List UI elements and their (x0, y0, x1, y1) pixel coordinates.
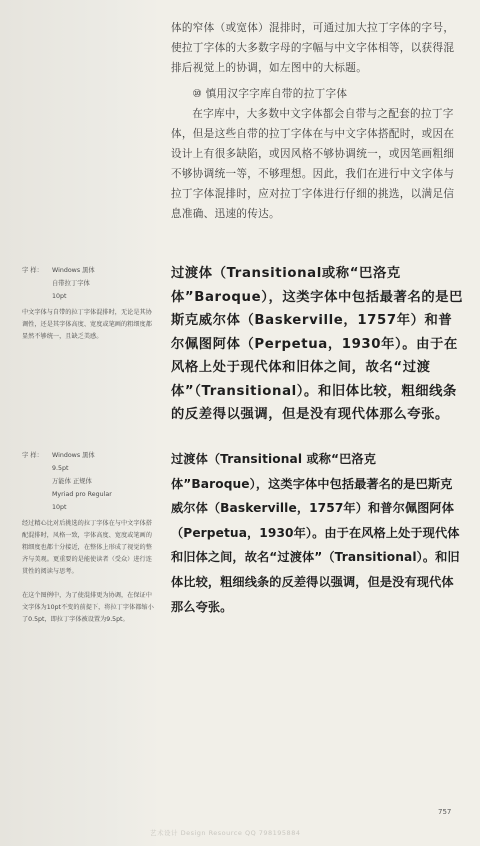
sidebar-caption-1 (22, 264, 154, 343)
watermark: 艺术设计 Design Resource QQ 798195884 (150, 829, 301, 837)
spec-line: Windows 黑体 (52, 452, 95, 459)
spec-line: 10pt (52, 293, 67, 300)
section-subheading: ⑩ 慎用汉字字库自带的拉丁字体 (192, 88, 348, 100)
spec-label: 字 样： (22, 267, 43, 274)
sidebar-caption-2 (22, 449, 154, 626)
spec-line: Windows 黑体 (52, 267, 95, 274)
spec-row (22, 449, 154, 462)
spec-label: 字 样： (22, 452, 43, 459)
intro-text-block (171, 18, 461, 224)
caption-note: 中文字体与自带的拉丁字体混排时，无论是其协调性，还是其字体高度、宽度或笔画的粗细度都显然不够统一，且缺乏美感。 (22, 309, 152, 340)
intro-paragraph-2: 在字库中，大多数中文字体都会自带与之配套的拉丁字体，但是这些自带的拉丁字体在与中文字体搭配时，或因在设计上有很多缺陷，或因风格不够协调统一，或因笔画粗细不够协调统一等，不够理想。因此，我们在进行中文字体与拉丁字体混排时，应对拉丁字体进行仔细的挑选，以满足信息准确、迅速的传达。 (171, 108, 455, 220)
intro-paragraph-1: 体的窄体（或宽体）混排时，可通过加大拉丁字体的字号，使拉丁字体的大多数字母的字幅与中文字体相等，以获得混排后视觉上的协调，如左图中的大标题。 (171, 22, 455, 74)
spec-line: 10pt (52, 504, 67, 511)
sample-text-default-latin: 过渡体（Transitional或称“巴洛克体”Baroque），这类字体中包括最著名的是巴斯克威尔体（Baskerville，1757年）和普尔佩图阿体（Perpetua，1930年）。由于在风格上处于现代体和旧体之间，故名“过渡体”（Transitional）。和旧体比较，粗细线条的反差得以强调，但是没有现代体那么夸张。 (171, 266, 464, 422)
spec-line: 自带拉丁字体 (52, 280, 90, 287)
page-number: 757 (438, 808, 452, 816)
spec-line: Myriad pro Regular (52, 491, 112, 498)
spec-row (22, 264, 154, 277)
spec-line: 万能体 正规体 (52, 478, 92, 485)
caption-note: 经过精心比对后挑选的拉丁字体在与中文字体搭配混排时，风格一致，字体高度、宽度或笔画的粗细度也都十分接近，在整体上形成了视觉的整齐与美观。更重要的是能使读者（受众）进行连贯性的阅读与思考。 (22, 520, 152, 575)
spec-line: 9.5pt (52, 465, 69, 472)
page-margin-shade (0, 0, 160, 846)
caption-note-2: 在这个图例中，为了使混排更为协调，在保证中文字体为10pt不变的前提下，将拉丁字体都缩小了0.5pt，即拉丁字体被设置为9.5pt。 (22, 592, 154, 623)
sample-text-matched-latin: 过渡体（Transitional 或称“巴洛克体”Baroque），这类字体中包括最著名的是巴斯克威尔体（Baskerville，1757年）和普尔佩图阿体（Perpetua，1930年）。由于在风格上处于现代体和旧体之间，故名“过渡体”（Transitional）。和旧体比较，粗细线条的反差得以强调，但是没有现代体那么夸张。 (171, 452, 460, 614)
